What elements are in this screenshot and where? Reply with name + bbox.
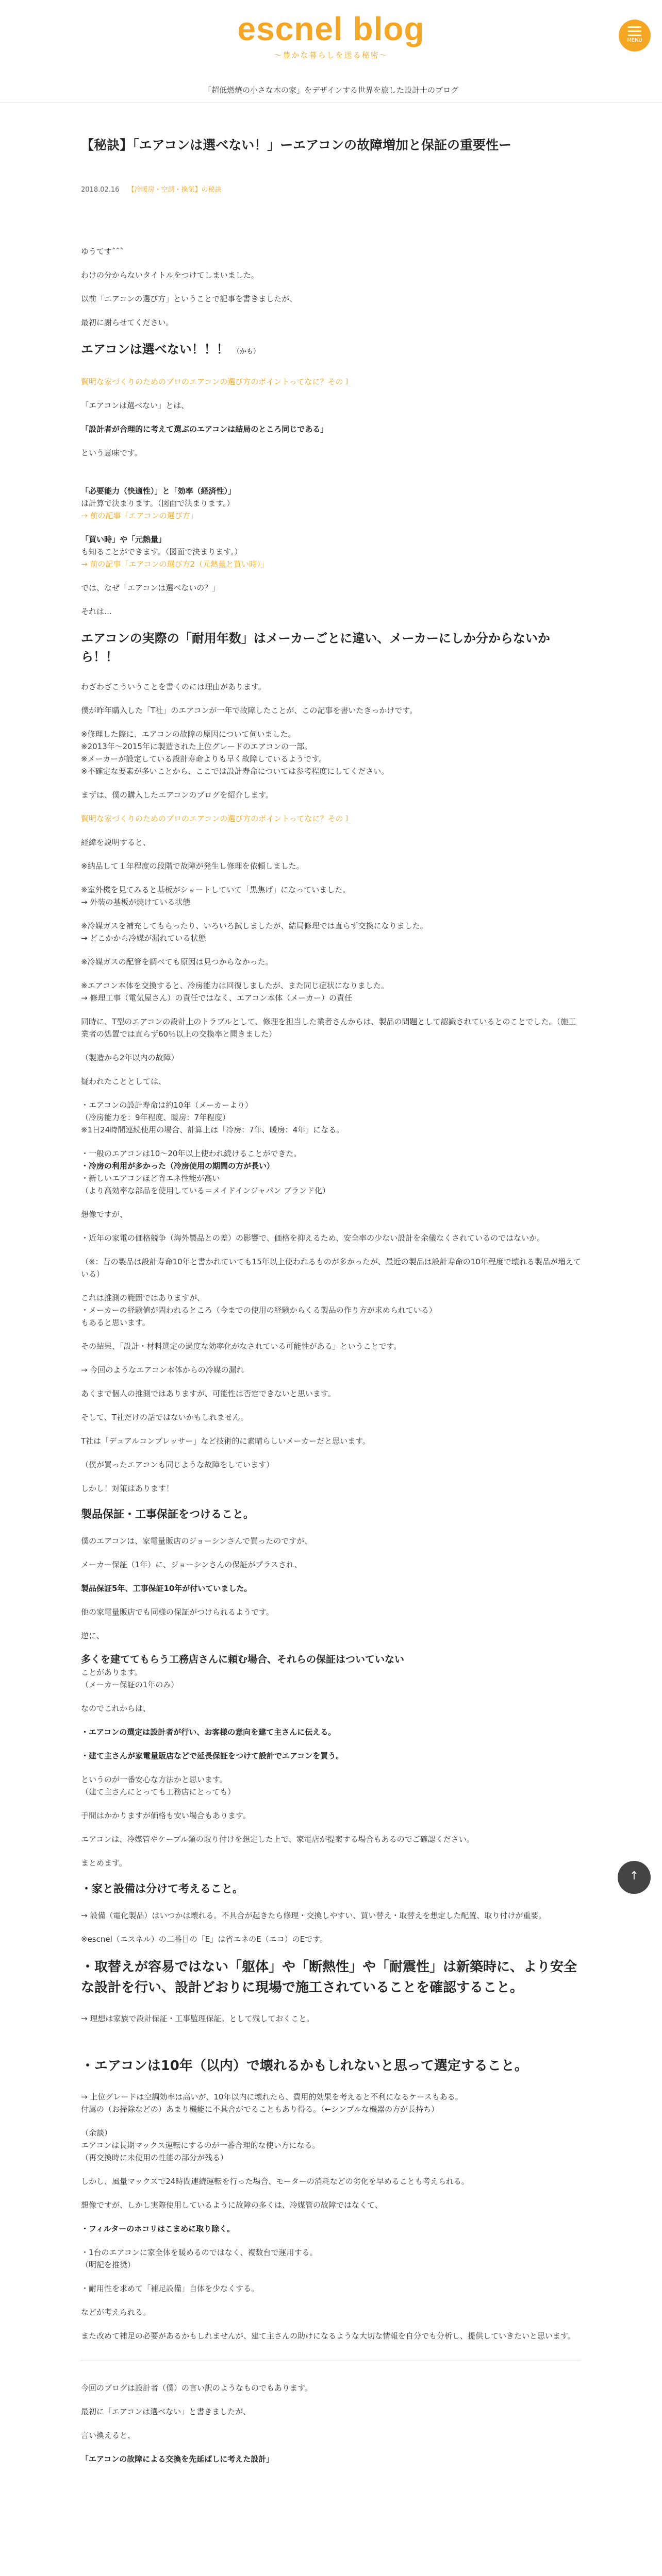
paragraph-line: ・1台のエアコンに家全体を暖めるのではなく、複数台で運用する。 bbox=[81, 2248, 318, 2257]
paragraph: 言い換えると、 bbox=[81, 2431, 136, 2440]
paragraph bbox=[81, 920, 581, 944]
paragraph: ※納品して１年程度の段階で故障が発生し修理を依頼しました。 bbox=[81, 861, 304, 871]
paragraph: （僕が買ったエアコンも同じような故障をしています） bbox=[81, 1460, 274, 1469]
section-heading: エアコンの実際の「耐用年数」はメーカーごとに違い、メーカーにしか分からないから！！ bbox=[81, 631, 550, 664]
paragraph-line: もあると思います。 bbox=[81, 1318, 150, 1327]
paragraph: では、なぜ「エアコンは選べないの？」 bbox=[81, 583, 220, 592]
paragraph: 今回のブログは設計者（僕）の言い訳のようなものでもあります。 bbox=[81, 2383, 312, 2393]
paragraph-line: は計算で決まります。（図面で決まります。） bbox=[81, 499, 235, 508]
paragraph: 他の家電量販店でも同様の保証がつけられるようです。 bbox=[81, 1607, 274, 1617]
paragraph bbox=[81, 728, 581, 777]
paragraph bbox=[81, 485, 581, 522]
hamburger-icon bbox=[628, 26, 641, 36]
arrow-up-icon: ↑ bbox=[629, 1870, 639, 1883]
paragraph-line: ※冷媒ガスを補充してもらったり、いろいろ試しましたが、結局修理では直らず交換になりました。 bbox=[81, 921, 428, 930]
paragraph: 逆に、 bbox=[81, 1631, 105, 1640]
paragraph bbox=[81, 1750, 581, 1762]
emphasis-text: ・冷房の利用が多かった（冷房使用の期間の方が長い） bbox=[81, 1161, 275, 1171]
paragraph-line: ※エアコン本体を交換すると、冷房能力は回復しましたが、また同じ症状になりました。 bbox=[81, 981, 389, 990]
paragraph-line: ※1日24時間連続使用の場合、計算上は「冷房：7年、暖房：4年」になる。 bbox=[81, 1125, 344, 1134]
emphasis-text: 多くを建ててもらう工務店さんに頼む場合、それらの保証はついていない bbox=[81, 1654, 405, 1665]
section-heading: ・家と設備は分けて考えること。 bbox=[81, 1883, 243, 1895]
main-content bbox=[65, 103, 597, 2465]
paragraph bbox=[81, 2091, 581, 2115]
paragraph: あくまで個人の推測ではありますが、可能性は否定できないと思います。 bbox=[81, 1389, 336, 1398]
section-heading bbox=[81, 340, 581, 361]
section-heading: 製品保証・工事保証をつけること。 bbox=[81, 1508, 254, 1520]
paragraph bbox=[81, 533, 581, 570]
paragraph-line: ・メーカーの経験値が問われるところ（今までの使用の経験からくる製品の作り方が求められている） bbox=[81, 1306, 437, 1315]
paragraph bbox=[81, 1773, 581, 1798]
paragraph: （※：昔の製品は設計寿命10年と書かれていても15年以上使われるものが多かったが、最近の製品は設計寿命の10年程度で壊れる製品が増えている） bbox=[81, 1257, 581, 1279]
paragraph bbox=[81, 2223, 581, 2235]
paragraph: ※冷媒ガスの配管を調べても原因は見つからなかった。 bbox=[81, 957, 273, 967]
emphasis-text: ・エアコンの選定は設計者が行い、お客様の意向を建て主さんに伝える。 bbox=[81, 1727, 336, 1737]
paragraph-line: というのが一番安心な方法かと思います。 bbox=[81, 1775, 227, 1784]
paragraph-line: （メーカー保証の1年のみ） bbox=[81, 1680, 179, 1689]
paragraph-line: これは推測の範囲ではありますが、 bbox=[81, 1293, 205, 1302]
paragraph-line: ・一般のエアコンは10〜20年以上使われ続けることができた。 bbox=[81, 1149, 302, 1158]
section-heading: ・取替えが容易ではない「躯体」や「断熱性」や「耐震性」は新築時に、より安全な設計を行い、設計どおりに現場で施工されていることを確認すること。 bbox=[81, 1959, 577, 1995]
paragraph: 想像ですが、しかし実際使用しているように故障の多くは、冷媒管の故障ではなくて、 bbox=[81, 2200, 383, 2210]
paragraph-line: （余談） bbox=[81, 2128, 112, 2138]
scroll-to-top-button[interactable] bbox=[618, 1861, 651, 1894]
paragraph-line: 付属の（お掃除などの）あまり機能に不具合がでることもあり得る。（←シンプルな機器の方が長持ち） bbox=[81, 2105, 439, 2114]
paragraph: 最初に謝らせてください。 bbox=[81, 318, 174, 327]
paragraph: 以前「エアコンの選び方」ということで記事を書きましたが、 bbox=[81, 294, 297, 303]
site-tagline: 〜豊かな暮らしを送る秘密〜 bbox=[274, 50, 388, 60]
paragraph bbox=[81, 2453, 581, 2465]
heading-note: （かも） bbox=[233, 348, 260, 355]
paragraph: 最初に「エアコンは選べない」と書きましたが、 bbox=[81, 2407, 251, 2416]
paragraph-line: ※不確定な要素が多いことから、ここでは設計寿命については参考程度にしてください。 bbox=[81, 767, 389, 776]
site-description: 「超低燃焼の小さな木の家」をデザインする世界を旅した設計士のブログ bbox=[204, 86, 458, 95]
paragraph-line: （明記を推奨） bbox=[81, 2260, 136, 2269]
paragraph: → 設備（電化製品）はいつかは壊れる。不具合が起きたら修理・交換しやすい、買い替え・取替えを想定した配置、取り付けが重要。 bbox=[81, 1911, 547, 1920]
paragraph: わざわざこういうことを書くのには理由があります。 bbox=[81, 682, 266, 691]
spacer bbox=[81, 470, 581, 485]
paragraph-line: → どこかから冷媒が漏れている状態 bbox=[81, 934, 206, 943]
paragraph bbox=[81, 423, 581, 435]
paragraph: ・耐用性を求めて「補足設備」自体を少なくする。 bbox=[81, 2284, 259, 2293]
emphasis-text: ・建て主さんが家電量販店などで延長保証をつけて設計でエアコンを買う。 bbox=[81, 1751, 344, 1760]
paragraph-line: （冷房能力を：9年程度、暖房：7年程度） bbox=[81, 1113, 230, 1122]
emphasis-text: 「エアコンの故障による交換を先延ばしに考えた設計」 bbox=[81, 2454, 274, 2464]
paragraph-line: も知ることができます。（図面で決まります。） bbox=[81, 547, 242, 556]
paragraph: そして、T社だけの話ではないかもしれません。 bbox=[81, 1413, 249, 1422]
paragraph: （製造から2年以内の故障） bbox=[81, 1053, 179, 1062]
emphasis-text: ・フィルターのホコリはこまめに取り除く。 bbox=[81, 2224, 235, 2233]
paragraph-line: ※室外機を見てみると基板がショートしていて「黒焦げ」になっていました。 bbox=[81, 885, 351, 894]
paragraph: 「エアコンは選べない」とは、 bbox=[81, 401, 189, 410]
paragraph-line: ※2013年〜2015年に製造された上位グレードのエアコンの一部。 bbox=[81, 742, 312, 751]
paragraph: 手間はかかりますが価格も安い場合もあります。 bbox=[81, 1811, 251, 1820]
paragraph: 僕が昨年購入した「T社」のエアコンが一年で故障したことが、この記事を書いたきっかけです。 bbox=[81, 706, 418, 715]
paragraph-line: ことがあります。 bbox=[81, 1668, 142, 1677]
article-title: 【秘訣】「エアコンは選べない！」ーエアコンの故障増加と保証の重要性ー bbox=[81, 138, 512, 152]
article-body bbox=[81, 245, 581, 2465]
paragraph: わけの分からないタイトルをつけてしまいました。 bbox=[81, 270, 259, 280]
paragraph: 経緯を説明すると、 bbox=[81, 838, 151, 847]
menu-button[interactable] bbox=[619, 20, 651, 52]
heading-text: エアコンは選べない！！！ bbox=[81, 342, 229, 357]
site-header bbox=[0, 0, 662, 103]
paragraph bbox=[81, 1726, 581, 1738]
emphasis-text: 「買い時」や「元熱量」 bbox=[81, 535, 167, 544]
paragraph: しかし、風量マックスで24時間連続運転を行った場合、モーターの消耗などの劣化を早めることも考えられる。 bbox=[81, 2177, 469, 2186]
article-link[interactable]: → 前の記事「エアコンの選び方」 bbox=[81, 511, 198, 520]
article-category-link[interactable]: 【冷暖房・空調・換気】の秘訣 bbox=[127, 186, 222, 194]
paragraph: メーカー保証（1年）に、ジョーシンさんの保証がプラスされ、 bbox=[81, 1560, 302, 1569]
paragraph: また改めて補足の必要があるかもしれませんが、建て主さんの助けになるような大切な情報を自分でも分析し、提供していきたいと思います。 bbox=[81, 2331, 575, 2341]
paragraph-line: → 外装の基板が焼けている状態 bbox=[81, 897, 191, 907]
paragraph bbox=[81, 1099, 581, 1136]
article-date: 2018.02.16 bbox=[81, 186, 120, 194]
paragraph: ※escnel（エスネル）の二番目の「E」は省エネのE（エコ）のEです。 bbox=[81, 1935, 327, 1944]
paragraph: エアコンは、冷媒管やケーブル類の取り付けを想定した上で、家電店が提案する場合もあるのでご確認ください。 bbox=[81, 1835, 474, 1844]
paragraph: → 今回のようなエアコン本体からの冷媒の漏れ bbox=[81, 1365, 244, 1375]
paragraph: ・近年の家電の価格競争（海外製品との差）の影響で、価格を抑えるため、安全率の少ない設計を余儀なくされているのではないか。 bbox=[81, 1233, 545, 1243]
paragraph-line: → 上位グレードは空調効率は高いが、10年以内に壊れたら、費用的効果を考えると不利になるケースもある。 bbox=[81, 2092, 463, 2102]
article-meta bbox=[81, 184, 581, 194]
paragraph-line: ※メーカーが設定している設計寿命よりも早く故障しているようです。 bbox=[81, 754, 327, 764]
paragraph: その結果、「設計・材料選定の過度な効率化がなされている可能性がある」ということです。 bbox=[81, 1342, 402, 1351]
site-title[interactable]: escnel blog bbox=[237, 10, 425, 47]
paragraph-line: ・新しいエアコンほど省エネ性能が高い bbox=[81, 1174, 220, 1183]
paragraph: 同時に、T型のエアコンの設計上のトラブルとして、修理を担当した業者さんからは、製品の問題として認識されているとのことでした。（施工業者の処置では直らず60％以上の交換率と聞きました） bbox=[81, 1017, 576, 1039]
paragraph bbox=[81, 2246, 581, 2271]
emphasis-text: 製品保証5年、工事保証10年が付いていました。 bbox=[81, 1584, 252, 1593]
paragraph-line: （より高効率な部品を使用している＝メイドインジャパン ブランド化） bbox=[81, 1186, 330, 1195]
paragraph-line: ※修理した際に、エアコンの故障の原因について伺いました。 bbox=[81, 730, 296, 739]
paragraph: T社は「デュアルコンプレッサー」など技術的に素晴らしいメーカーだと思います。 bbox=[81, 1436, 370, 1446]
paragraph bbox=[81, 1653, 581, 1691]
paragraph: それは… bbox=[81, 607, 112, 616]
paragraph: ゆうてすˆˆˆ bbox=[81, 247, 124, 256]
emphasis-text: 「必要能力（快適性）」と「効率（経済性）」 bbox=[81, 486, 236, 496]
paragraph: なのでこれからは、 bbox=[81, 1704, 151, 1713]
paragraph-line: → 修理工事（電気屋さん）の責任ではなく、エアコン本体（メーカー）の責任 bbox=[81, 993, 352, 1003]
paragraph bbox=[81, 2127, 581, 2164]
section-heading: ・エアコンは10年（以内）で壊れるかもしれないと思って選定すること。 bbox=[81, 2058, 528, 2074]
paragraph: などが考えられる。 bbox=[81, 2308, 151, 2317]
spacer bbox=[81, 2036, 581, 2050]
paragraph: しかし！対策はあります！ bbox=[81, 1484, 174, 1493]
paragraph: 僕のエアコンは、家電量販店のジョーシンさんで買ったのですが、 bbox=[81, 1536, 312, 1546]
emphasis-text: 「設計者が合理的に考えて選ぶのエアコンは結局のところ同じである」 bbox=[81, 425, 328, 434]
paragraph: まとめます。 bbox=[81, 1858, 127, 1868]
paragraph: という意味です。 bbox=[81, 448, 142, 457]
paragraph-line: （建て主さんにとっても工務店にとっても） bbox=[81, 1787, 236, 1797]
paragraph: まずは、僕の購入したエアコンのブログを紹介します。 bbox=[81, 790, 274, 800]
article-link[interactable]: → 前の記事「エアコンの選び方2（元熱量と買い時）」 bbox=[81, 560, 269, 569]
paragraph bbox=[81, 884, 581, 908]
paragraph-line: エアコンは長期マックス運転にするのが一番合理的な使い方になる。 bbox=[81, 2141, 320, 2150]
paragraph: 疑われたこととしては、 bbox=[81, 1077, 167, 1086]
article-link[interactable]: 賢明な家づくりのためのプロのエアコンの選び方のポイントってなに？その１ bbox=[81, 814, 351, 823]
paragraph: → 理想は家族で設計保証・工事監理保証。として残しておくこと。 bbox=[81, 2014, 315, 2023]
paragraph bbox=[81, 1582, 581, 1595]
paragraph-line: ・エアコンの設計寿命は約10年（メーカーより） bbox=[81, 1100, 253, 1110]
paragraph bbox=[81, 1147, 581, 1197]
article-link[interactable]: 賢明な家づくりのためのプロのエアコンの選び方のポイントってなに？その１ bbox=[81, 377, 351, 386]
site-logo[interactable] bbox=[0, 10, 662, 60]
paragraph bbox=[81, 1292, 581, 1329]
paragraph bbox=[81, 979, 581, 1004]
paragraph: 想像ですが、 bbox=[81, 1210, 128, 1219]
menu-label: MENU bbox=[627, 38, 642, 43]
paragraph-line: （再交換時に未使用の性能の部分が残る） bbox=[81, 2153, 228, 2162]
